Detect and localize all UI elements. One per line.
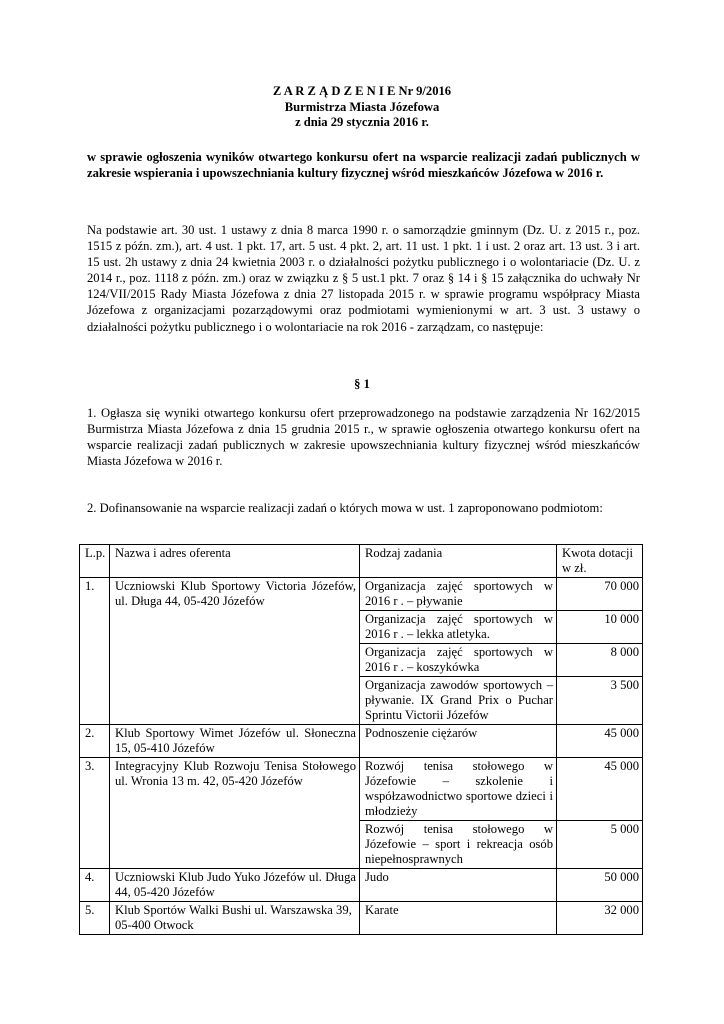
table-row — [80, 725, 643, 758]
order-subject: w sprawie ogłoszenia wyników otwartego konkursu ofert na wsparcie realizacji zadań publicznych w zakresie wspierania i upowszechniania kultury fizycznej wśród mieszkańców Józefowa w 2016 r. — [87, 150, 640, 180]
paragraph-2: 2. Dofinansowanie na wsparcie realizacji zadań o których mowa w ust. 1 zaproponowano podmiotom: — [87, 501, 603, 515]
header-amount: Kwota dotacji w zł. — [557, 545, 643, 578]
row-amount: 32 000 — [557, 902, 643, 935]
order-date: z dnia 29 stycznia 2016 r. — [295, 115, 429, 129]
row-applicant: Uczniowski Klub Judo Yuko Józefów ul. Długa 44, 05-420 Józefów — [110, 869, 360, 902]
row-task: Rozwój tenisa stołowego w Józefowie – sport i rekreacja osób niepełnosprawnych — [360, 821, 557, 869]
row-task: Podnoszenie ciężarów — [360, 725, 557, 758]
row-amount: 45 000 — [557, 758, 643, 821]
table-row — [80, 758, 643, 821]
row-amount: 45 000 — [557, 725, 643, 758]
row-applicant: Klub Sportów Walki Bushi ul. Warszawska 39, 05-400 Otwock — [110, 902, 360, 935]
table-row — [80, 869, 643, 902]
row-applicant: Klub Sportowy Wimet Józefów ul. Słoneczna 15, 05-410 Józefów — [110, 725, 360, 758]
order-number: Z A R Z Ą D Z E N I E Nr 9/2016 — [272, 84, 452, 98]
row-amount: 8 000 — [557, 644, 643, 677]
row-task: Judo — [360, 869, 557, 902]
table-row — [80, 578, 643, 611]
row-applicant: Uczniowski Klub Sportowy Victoria Józefów, ul. Długa 44, 05-420 Józefów — [110, 578, 360, 725]
row-task: Organizacja zajęć sportowych w 2016 r . – lekka atletyka. — [360, 611, 557, 644]
header-name: Nazwa i adres oferenta — [110, 545, 360, 578]
row-lp: 3. — [80, 758, 110, 869]
paragraph-1: 1. Ogłasza się wyniki otwartego konkursu ofert przeprowadzonego na podstawie zarządzenia Nr 162/2015 Burmistrza Miasta Józefowa z dnia 15 grudnia 2015 r., w sprawie ogłoszenia otwartego konkursu ofert na wsparcie realizacji zadań publicznych w zakresie upowszechniania kultury fizycznej wśród mieszkańców Miasta Józefowa w 2016 r. — [87, 406, 640, 468]
row-lp: 1. — [80, 578, 110, 725]
header-task: Rodzaj zadania — [360, 545, 557, 578]
section-title: § 1 — [354, 377, 370, 391]
row-amount: 70 000 — [557, 578, 643, 611]
table-row — [80, 902, 643, 935]
legal-basis: Na podstawie art. 30 ust. 1 ustawy z dnia 8 marca 1990 r. o samorządzie gminnym (Dz. U. z 2015 r., poz. 1515 z późn. zm.), art. 4 ust. 1 pkt. 17, art. 5 ust. 4 pkt. 2, art. 11 ust. 1 pkt. 1 i ust. 2 oraz art. 13 ust. 3 i art. 15 ust. 2h ustawy z dnia 24 kwietnia 2003 r. o działalności pożytku publicznego i o wolontariacie (Dz. U. z 2014 r., poz. 1118 z późn. zm.) oraz w związku z § 5 ust.1 pkt. 7 oraz § 14 i § 15 załącznika do uchwały Nr 124/VII/2015 Rady Miasta Józefowa z dnia 27 listopada 2015 r. w sprawie programu współpracy Miasta Józefowa z organizacjami pozarządowymi oraz podmiotami wymienionymi w art. 3 ust. 3 ustawy o działalności pożytku publicznego i o wolontariacie na rok 2016 - zarządzam, co następuje: — [87, 223, 640, 334]
document-header — [80, 84, 644, 131]
row-task: Rozwój tenisa stołowego w Józefowie – szkolenie i współzawodnictwo sportowe dzieci i młodzieży — [360, 758, 557, 821]
row-lp: 2. — [80, 725, 110, 758]
row-task: Organizacja zajęć sportowych w 2016 r . – koszykówka — [360, 644, 557, 677]
row-lp: 5. — [80, 902, 110, 935]
header-lp: L.p. — [80, 545, 110, 578]
issuer: Burmistrza Miasta Józefowa — [284, 99, 440, 114]
table-header-row — [80, 545, 643, 578]
row-task: Organizacja zajęć sportowych w 2016 r . – pływanie — [360, 578, 557, 611]
grants-table — [79, 544, 643, 935]
row-amount: 10 000 — [557, 611, 643, 644]
row-lp: 4. — [80, 869, 110, 902]
row-task: Organizacja zawodów sportowych – pływanie. IX Grand Prix o Puchar Sprintu Victorii Józefów — [360, 677, 557, 725]
row-task: Karate — [360, 902, 557, 935]
row-amount: 3 500 — [557, 677, 643, 725]
row-applicant: Integracyjny Klub Rozwoju Tenisa Stołowego ul. Wronia 13 m. 42, 05-420 Józefów — [110, 758, 360, 869]
row-amount: 5 000 — [557, 821, 643, 869]
row-amount: 50 000 — [557, 869, 643, 902]
